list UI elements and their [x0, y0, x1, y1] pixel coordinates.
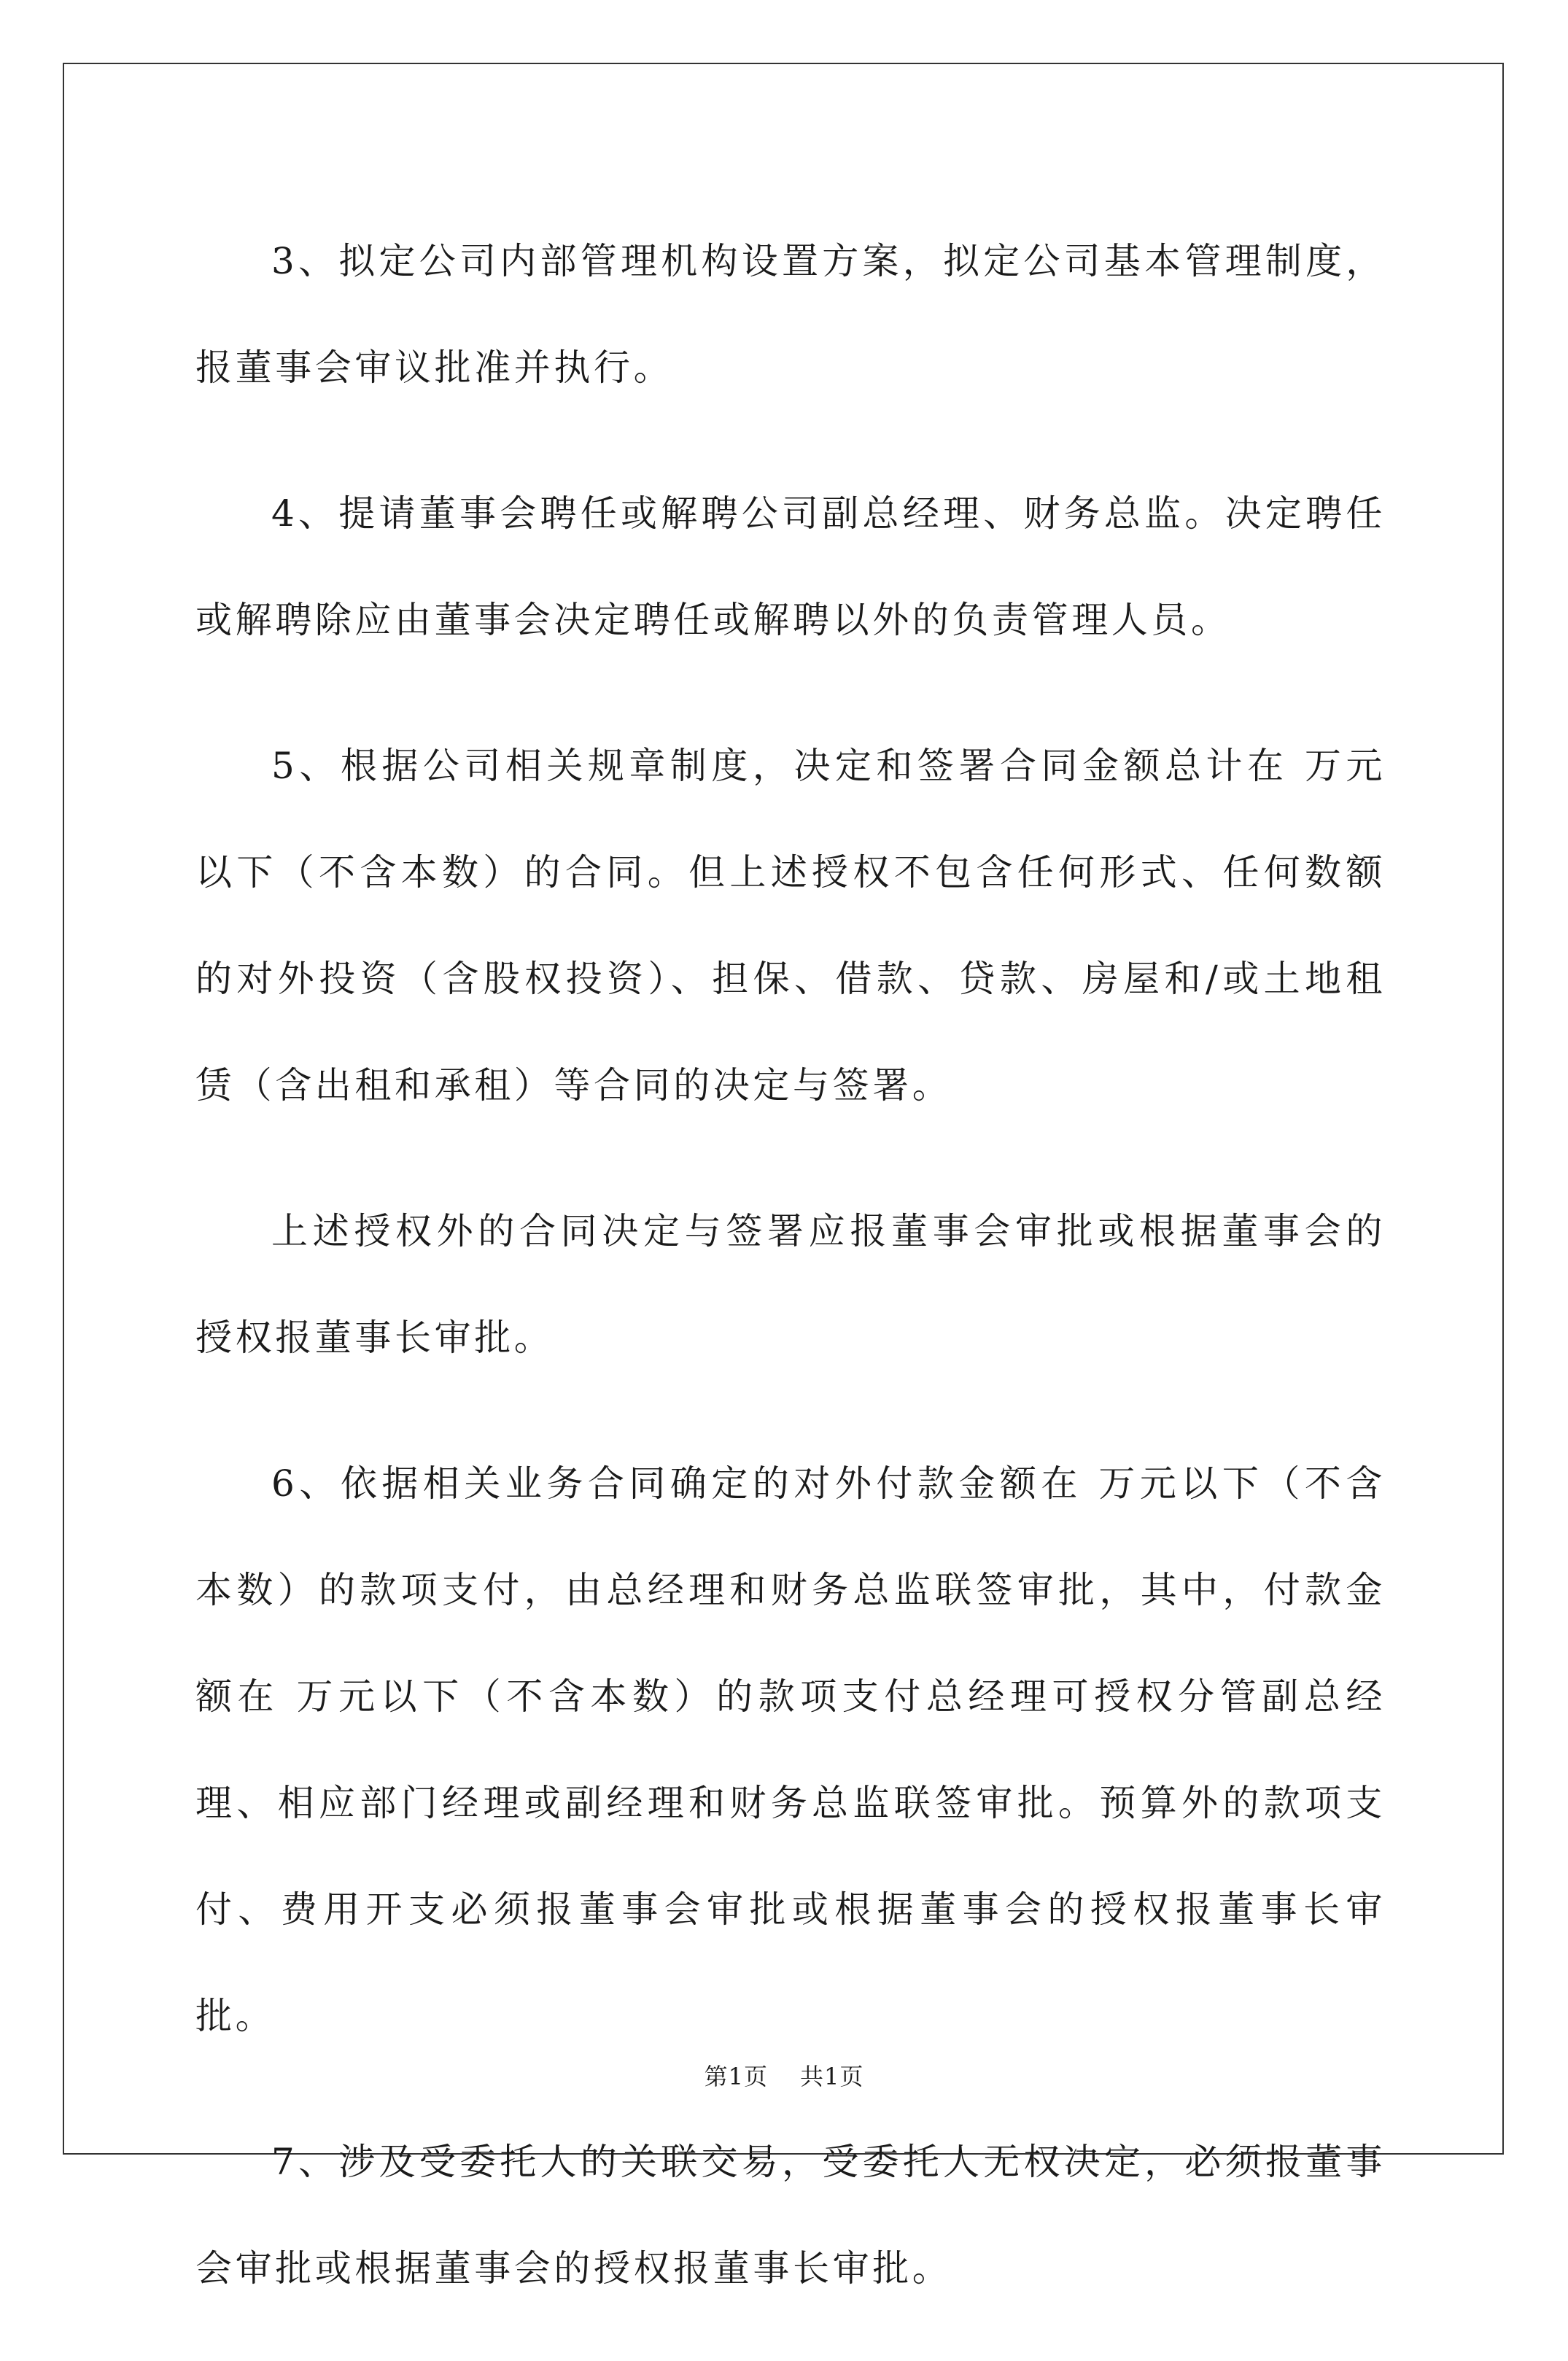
page-number-total: 共1页	[800, 2063, 864, 2090]
paragraph-item-7: 7、涉及受委托人的关联交易，受委托人无权决定，必须报董事会审批或根据董事会的授权报董事长审批。	[195, 2141, 1386, 2290]
document-body	[195, 208, 1386, 2361]
paragraph-item-4: 4、提请董事会聘任或解聘公司副总经理、财务总监。决定聘任或解聘除应由董事会决定聘任或解聘以外的负责管理人员。	[195, 492, 1386, 641]
page-footer	[0, 2058, 1568, 2092]
paragraph-authorization-note: 上述授权外的合同决定与签署应报董事会审批或根据董事会的授权报董事长审批。	[195, 1210, 1386, 1359]
paragraph-item-6: 6、依据相关业务合同确定的对外付款金额在 万元以下（不含本数）的款项支付，由总经理和财务总监联签审批，其中，付款金额在 万元以下（不含本数）的款项支付总经理可授权分管副总经理、相应部门经理或副经理和财务总监联签审批。预算外的款项支付、费用开支必须报董事会审批或根据董事会的授权报董事长审批。	[195, 1462, 1386, 2037]
page-number-current: 第1页	[704, 2063, 768, 2090]
paragraph-item-3: 3、拟定公司内部管理机构设置方案，拟定公司基本管理制度，报董事会审议批准并执行。	[195, 240, 1386, 389]
paragraph-item-5: 5、根据公司相关规章制度，决定和签署合同金额总计在 万元以下（不含本数）的合同。但上述授权不包含任何形式、任何数额的对外投资（含股权投资）、担保、借款、贷款、房屋和/或土地租赁（含出租和承租）等合同的决定与签署。	[195, 745, 1386, 1106]
